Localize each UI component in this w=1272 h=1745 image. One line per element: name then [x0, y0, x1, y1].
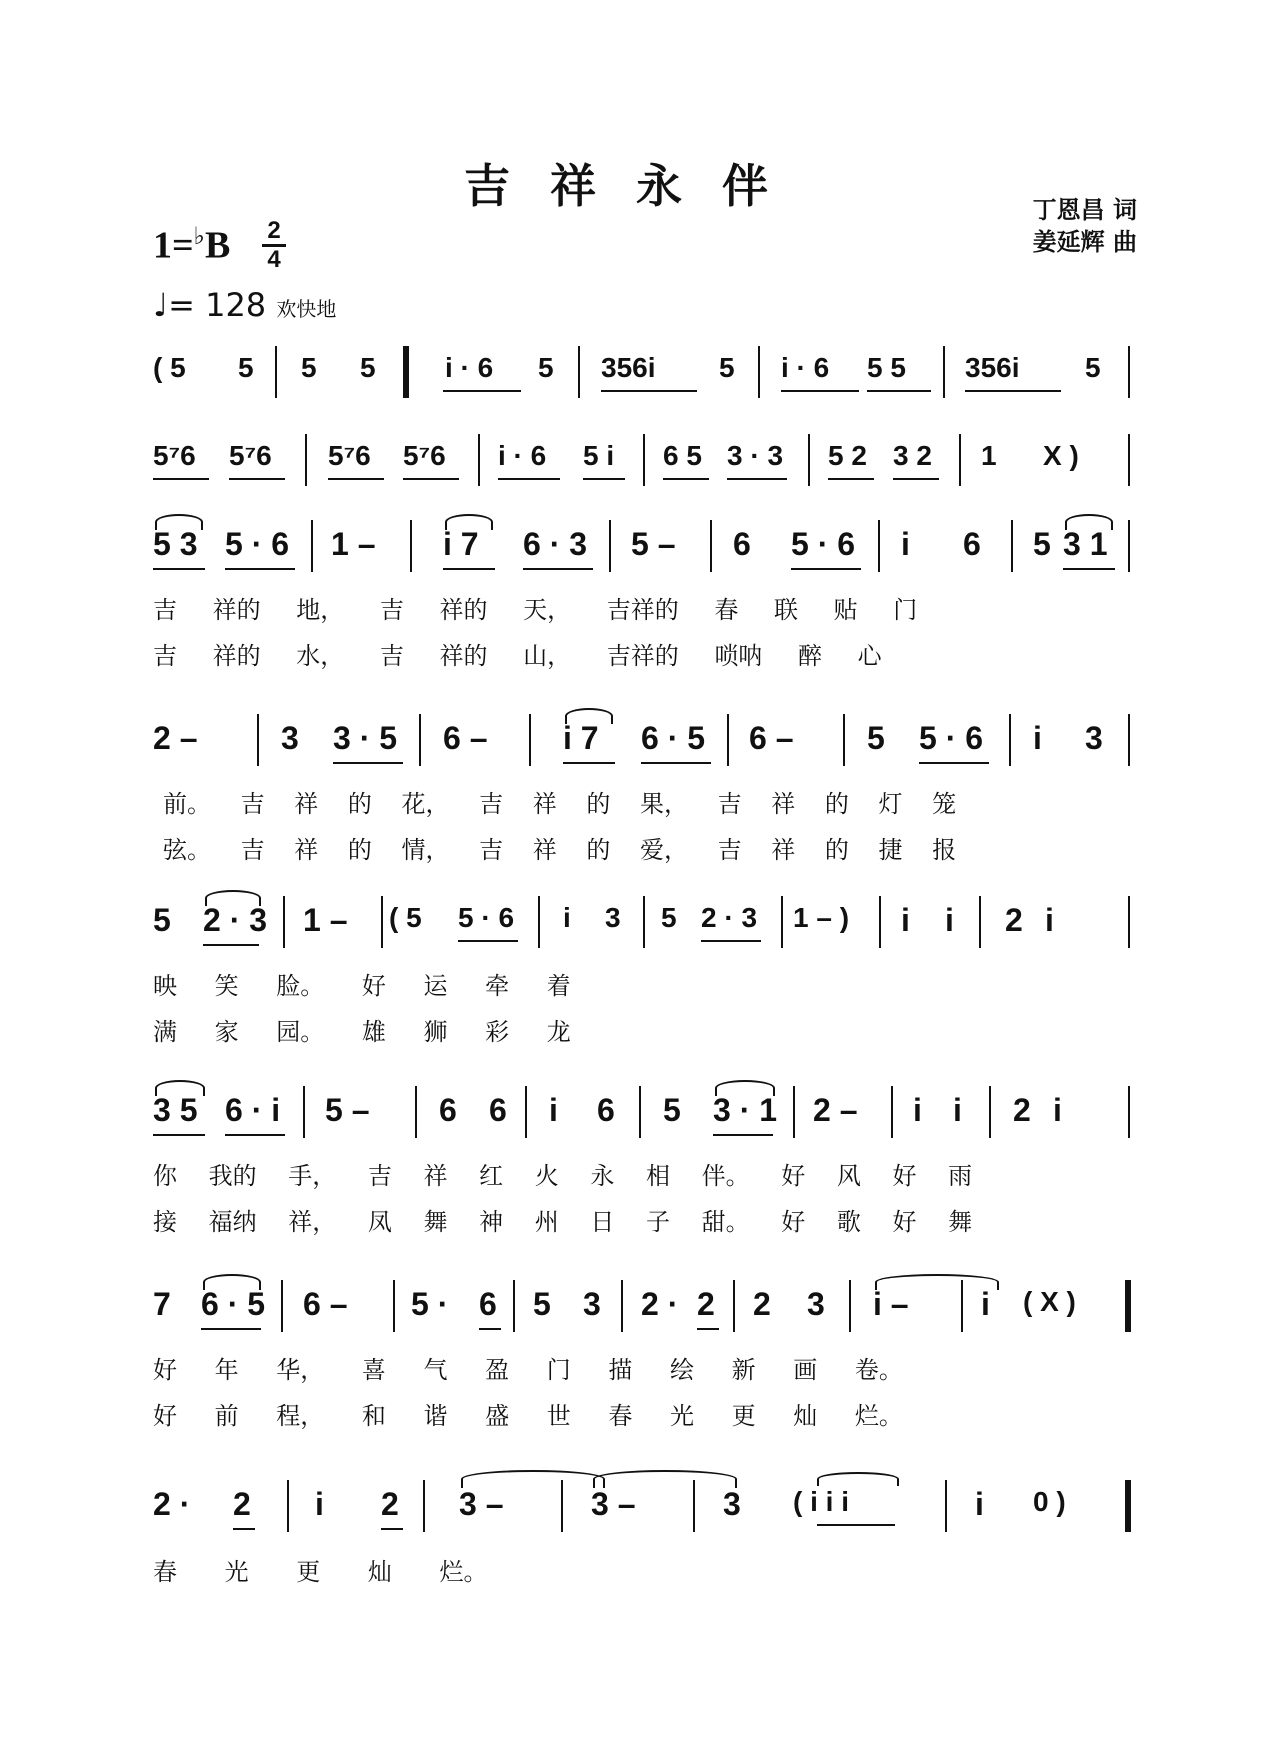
- beam: [498, 478, 560, 480]
- note: 5 · 6: [791, 526, 856, 562]
- beam: [333, 762, 403, 764]
- note: i: [315, 1486, 324, 1522]
- note: i: [563, 902, 571, 933]
- lyricist-credit: 丁恩昌 词: [1032, 195, 1137, 224]
- note: 5 –: [325, 1092, 370, 1128]
- barline: [283, 896, 285, 948]
- note: 5: [1085, 352, 1101, 383]
- barline: [1128, 1086, 1130, 1138]
- note: 2: [697, 1286, 715, 1322]
- barline: [943, 346, 945, 398]
- barline: [275, 346, 277, 398]
- note: 3: [281, 720, 299, 756]
- score-row-7: [153, 1280, 1130, 1340]
- beam: [817, 1524, 895, 1526]
- note: 2: [381, 1486, 399, 1522]
- note: 3 2: [893, 440, 932, 471]
- score-row-2: [153, 434, 1130, 494]
- beam: [697, 1328, 719, 1330]
- triplet-bracket: [817, 1472, 899, 1486]
- note: 5: [360, 352, 376, 383]
- note: 6: [963, 526, 981, 562]
- note: 5⁷6: [153, 440, 196, 471]
- lyric-line: 春 光 更 灿 烂。: [153, 1558, 488, 1586]
- beam: [583, 478, 625, 480]
- score-row-1: [153, 346, 1130, 406]
- note: 356i: [601, 352, 656, 383]
- note: 5⁷6: [403, 440, 446, 471]
- barline: [609, 520, 611, 572]
- barline: [419, 714, 421, 766]
- barline: [758, 346, 760, 398]
- note: i 7: [563, 720, 599, 756]
- beam: [225, 568, 295, 570]
- slur: [1065, 514, 1113, 530]
- lyric-line: 映 笑 脸。 好 运 牵 着: [153, 972, 571, 1000]
- barline: [538, 896, 540, 948]
- beam: [443, 390, 521, 392]
- note: i: [1033, 720, 1042, 756]
- note: 6 –: [749, 720, 794, 756]
- barline: [1128, 434, 1130, 486]
- note: 3: [583, 1286, 601, 1322]
- beam: [201, 1328, 261, 1330]
- slur: [155, 1080, 205, 1096]
- note: i: [945, 902, 954, 938]
- note: 5: [301, 352, 317, 383]
- barline: [959, 434, 961, 486]
- note: 3: [605, 902, 621, 933]
- note: ( 5: [153, 352, 186, 383]
- barline: [513, 1280, 515, 1332]
- beam: [601, 390, 697, 392]
- note: i: [1053, 1092, 1062, 1128]
- note: 7: [153, 1286, 171, 1322]
- barline: [1128, 896, 1130, 948]
- key-signature: 1=♭B: [153, 224, 231, 267]
- note: 5 i: [583, 440, 615, 471]
- lyric-line: 前。 吉 祥 的 花， 吉 祥 的 果， 吉 祥 的 灯 笼: [163, 790, 957, 818]
- note: 5⁷6: [328, 440, 371, 471]
- note: 5 –: [631, 526, 676, 562]
- tempo-marking: ♩= 128 欢快地: [153, 286, 337, 324]
- barline: [525, 1086, 527, 1138]
- beam: [153, 478, 209, 480]
- beam: [153, 1134, 205, 1136]
- score-row-3: [153, 520, 1130, 580]
- note: 5⁷6: [229, 440, 272, 471]
- beam: [381, 1528, 403, 1530]
- beam: [229, 478, 285, 480]
- note: i: [901, 902, 910, 938]
- barline: [643, 434, 645, 486]
- barline: [1011, 520, 1013, 572]
- score-row-5: [153, 896, 1130, 956]
- beam: [965, 390, 1061, 392]
- note: 5 2: [828, 440, 867, 471]
- note: 1 – ): [793, 902, 850, 933]
- barline: [287, 1480, 289, 1532]
- beam: [403, 478, 459, 480]
- note: 5: [153, 902, 171, 938]
- note: 2 –: [153, 720, 198, 756]
- quarter-note-icon: ♩: [153, 286, 169, 324]
- note: 6: [489, 1092, 507, 1128]
- tie: [593, 1470, 737, 1488]
- barline: [843, 714, 845, 766]
- note: 3: [723, 1486, 741, 1522]
- beam: [1063, 568, 1115, 570]
- note: 5: [719, 352, 735, 383]
- lyric-line: 吉 祥的 地， 吉 祥的 天， 吉祥的 春 联 贴 门: [153, 596, 918, 624]
- note: 5: [867, 720, 885, 756]
- note: 2: [753, 1286, 771, 1322]
- note: 6 · 5: [201, 1286, 266, 1322]
- note: 6 · 3: [523, 526, 588, 562]
- note: 3 · 5: [333, 720, 398, 756]
- beam: [203, 944, 259, 946]
- barline: [621, 1280, 623, 1332]
- note: 5: [238, 352, 254, 383]
- barline: [578, 346, 580, 398]
- beam: [919, 762, 989, 764]
- repeat-end: [1125, 1280, 1131, 1332]
- beam: [233, 1528, 255, 1530]
- note: 6 · i: [225, 1092, 281, 1128]
- note: i: [1045, 902, 1054, 938]
- note: 5 · 6: [225, 526, 290, 562]
- note: 3 1: [1063, 526, 1108, 562]
- note: 5 · 6: [458, 902, 515, 933]
- note: 5: [538, 352, 554, 383]
- barline: [1128, 714, 1130, 766]
- note: 3: [1085, 720, 1103, 756]
- barline: [891, 1086, 893, 1138]
- barline: [1128, 520, 1130, 572]
- tie: [875, 1274, 999, 1290]
- note: ( X ): [1023, 1286, 1076, 1317]
- note: 3 · 3: [727, 440, 784, 471]
- note: i: [901, 526, 910, 562]
- lyric-line: 你 我的 手， 吉 祥 红 火 永 相 伴。 好 风 好 雨: [153, 1162, 973, 1190]
- barline: [781, 896, 783, 948]
- barline: [945, 1480, 947, 1532]
- note: 3 –: [591, 1486, 636, 1522]
- beam: [781, 390, 859, 392]
- beam: [523, 568, 593, 570]
- lyric-line: 满 家 园。 雄 狮 彩 龙: [153, 1018, 571, 1046]
- note: 5 ·: [411, 1286, 449, 1322]
- beam: [713, 1134, 773, 1136]
- time-signature: $\frac{2}{4}$: [262, 218, 286, 273]
- beam: [727, 478, 787, 480]
- note: 2 · 3: [701, 902, 758, 933]
- beam: [479, 1328, 501, 1330]
- lyric-line: 弦。 吉 祥 的 情， 吉 祥 的 爱， 吉 祥 的 捷 报: [163, 836, 957, 864]
- note: 5: [1033, 526, 1051, 562]
- lyric-line: 吉 祥的 水， 吉 祥的 山， 吉祥的 唢呐 醉 心: [153, 642, 882, 670]
- barline: [303, 1086, 305, 1138]
- lyric-line: 好 年 华， 喜 气 盈 门 描 绘 新 画 卷。: [153, 1356, 903, 1384]
- barline: [311, 520, 313, 572]
- barline: [529, 714, 531, 766]
- slur: [445, 514, 493, 530]
- note: i –: [873, 1286, 909, 1322]
- note: X ): [1043, 440, 1079, 471]
- beam: [663, 478, 709, 480]
- barline: [478, 434, 480, 486]
- note: ( i i i: [793, 1486, 849, 1517]
- barline: [979, 896, 981, 948]
- barline: [305, 434, 307, 486]
- note: 6: [597, 1092, 615, 1128]
- slur: [155, 514, 203, 530]
- beam: [563, 762, 615, 764]
- barline: [257, 714, 259, 766]
- barline: [879, 896, 881, 948]
- note: 5: [661, 902, 677, 933]
- note: i: [953, 1092, 962, 1128]
- beam: [893, 478, 939, 480]
- note: 1 –: [331, 526, 376, 562]
- note: 3 5: [153, 1092, 198, 1128]
- composer-credit: 姜延辉 曲: [1032, 227, 1137, 256]
- note: i: [981, 1286, 990, 1322]
- barline: [727, 714, 729, 766]
- final-barline: [1125, 1480, 1131, 1532]
- note: 6 –: [443, 720, 488, 756]
- note: 6 5: [663, 440, 702, 471]
- beam: [443, 568, 495, 570]
- barline: [281, 1280, 283, 1332]
- score-row-8: [153, 1480, 1130, 1540]
- repeat-start: [403, 346, 409, 398]
- note: 2: [1013, 1092, 1031, 1128]
- note: 3: [807, 1286, 825, 1322]
- note: 5 3: [153, 526, 198, 562]
- slur: [715, 1080, 775, 1096]
- tie: [461, 1470, 605, 1488]
- score-row-4: [153, 714, 1130, 774]
- note: i: [913, 1092, 922, 1128]
- score-row-6: [153, 1086, 1130, 1146]
- barline: [393, 1280, 395, 1332]
- note: 6 · 5: [641, 720, 706, 756]
- note: i · 6: [781, 352, 830, 383]
- barline: [989, 1086, 991, 1138]
- note: i: [975, 1486, 984, 1522]
- slur: [205, 890, 261, 906]
- barline: [381, 896, 383, 948]
- note: 2 –: [813, 1092, 858, 1128]
- beam: [225, 1134, 285, 1136]
- beam: [458, 940, 518, 942]
- note: 1: [981, 440, 997, 471]
- note: i · 6: [498, 440, 547, 471]
- beam: [867, 390, 931, 392]
- beam: [641, 762, 711, 764]
- lyric-line: 好 前 程， 和 谐 盛 世 春 光 更 灿 烂。: [153, 1402, 903, 1430]
- note: 5: [533, 1286, 551, 1322]
- note: 2: [233, 1486, 251, 1522]
- lyric-line: 接 福纳 祥， 凤 舞 神 州 日 子 甜。 好 歌 好 舞: [153, 1208, 973, 1236]
- barline: [415, 1086, 417, 1138]
- barline: [639, 1086, 641, 1138]
- slur: [565, 708, 613, 724]
- score-title: 吉祥永伴: [464, 159, 808, 213]
- note: 0 ): [1033, 1486, 1066, 1517]
- note: 6: [439, 1092, 457, 1128]
- note: 2 ·: [153, 1486, 191, 1522]
- note: 5 · 6: [919, 720, 984, 756]
- note: i: [549, 1092, 558, 1128]
- barline: [423, 1480, 425, 1532]
- barline: [710, 520, 712, 572]
- note: 2: [1005, 902, 1023, 938]
- barline: [793, 1086, 795, 1138]
- note: 3 –: [459, 1486, 504, 1522]
- note: 6: [479, 1286, 497, 1322]
- note: 3 · 1: [713, 1092, 778, 1128]
- beam: [153, 568, 205, 570]
- note: 2 · 3: [203, 902, 268, 938]
- note: i · 6: [445, 352, 494, 383]
- barline: [878, 520, 880, 572]
- barline: [808, 434, 810, 486]
- note: 2 ·: [641, 1286, 679, 1322]
- barline: [1009, 714, 1011, 766]
- note: 1 –: [303, 902, 348, 938]
- barline: [1128, 346, 1130, 398]
- note: 5: [663, 1092, 681, 1128]
- beam: [791, 568, 861, 570]
- note: 6: [733, 526, 751, 562]
- barline: [410, 520, 412, 572]
- barline: [733, 1280, 735, 1332]
- beam: [328, 478, 384, 480]
- beam: [701, 940, 761, 942]
- barline: [849, 1280, 851, 1332]
- note: i 7: [443, 526, 479, 562]
- beam: [828, 478, 874, 480]
- slur: [203, 1274, 261, 1290]
- note: ( 5: [389, 902, 422, 933]
- note: 5 5: [867, 352, 906, 383]
- note: 356i: [965, 352, 1020, 383]
- barline: [643, 896, 645, 948]
- note: 6 –: [303, 1286, 348, 1322]
